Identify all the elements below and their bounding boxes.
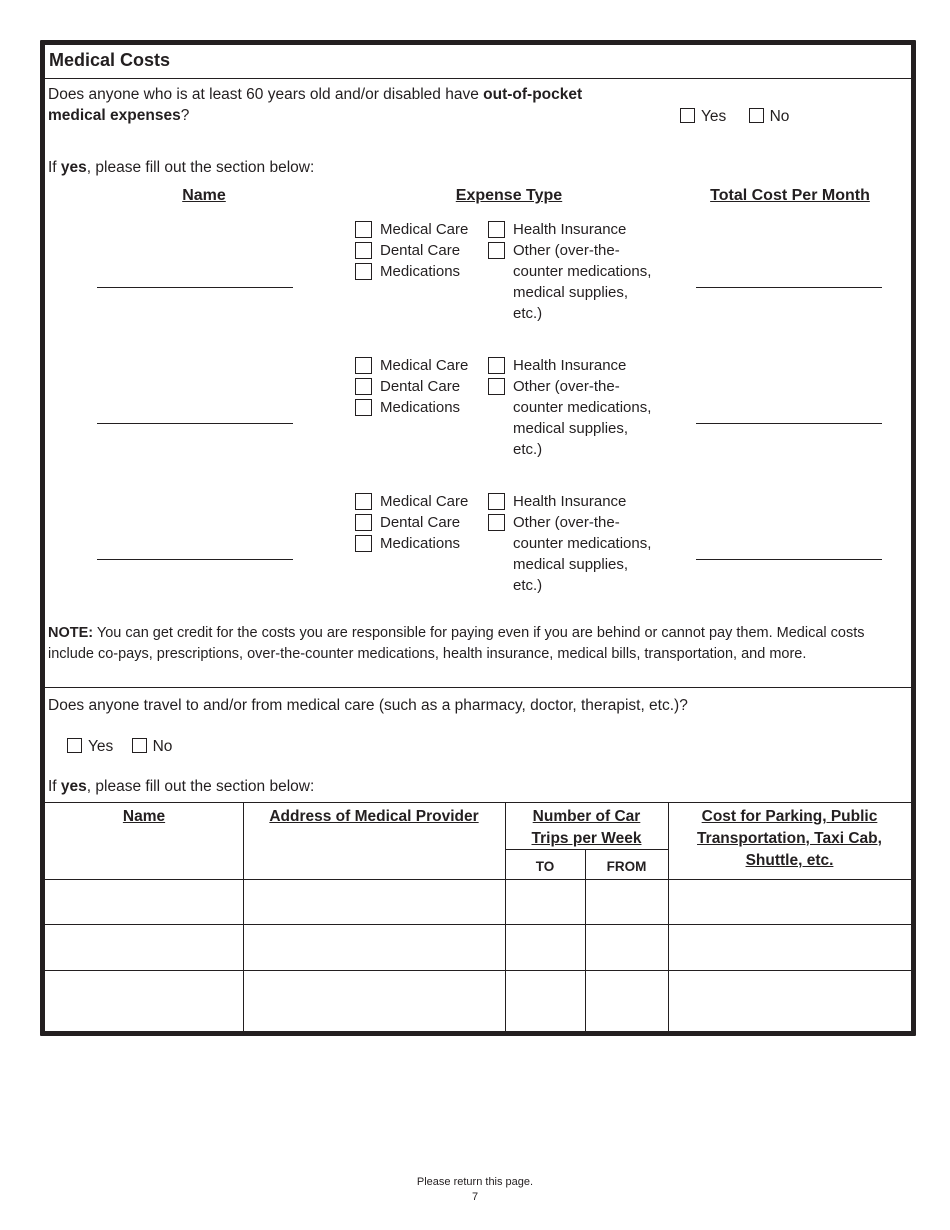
total-cost-line[interactable]	[696, 287, 882, 288]
header-total-cost: Total Cost Per Month	[710, 187, 870, 204]
health-insurance-label: Health Insurance	[513, 221, 627, 238]
medical-care-label: Medical Care	[380, 493, 469, 510]
other-label-2: counter medications,	[513, 399, 652, 416]
th-to: TO	[535, 859, 555, 874]
other-label-1: Other (over-the-	[513, 378, 620, 395]
other-label-4: etc.)	[513, 305, 543, 322]
medical-care-checkbox[interactable]	[355, 357, 372, 374]
dental-care-label: Dental Care	[380, 514, 461, 531]
medical-care-checkbox[interactable]	[355, 493, 372, 510]
medications-checkbox[interactable]	[355, 535, 372, 552]
q1-text: Does anyone who is at least 60 years old and/or disabled have out-of-pocket medical expenses?	[48, 86, 583, 124]
name-line[interactable]	[97, 423, 293, 424]
dental-care-checkbox[interactable]	[355, 378, 372, 395]
table-row[interactable]	[45, 925, 911, 970]
other-label-1: Other (over-the-	[513, 242, 620, 259]
health-insurance-checkbox[interactable]	[488, 357, 505, 374]
section-title: Medical Costs	[49, 50, 171, 70]
q2-no-label: No	[152, 738, 173, 755]
other-label-2: counter medications,	[513, 535, 652, 552]
q1-no-label: No	[769, 108, 790, 125]
total-cost-line[interactable]	[696, 559, 882, 560]
name-line[interactable]	[97, 287, 293, 288]
page-number: 7	[471, 1191, 479, 1203]
other-label-4: etc.)	[513, 577, 543, 594]
medications-checkbox[interactable]	[355, 399, 372, 416]
other-label-3: medical supplies,	[513, 284, 629, 301]
footer-return-text: Please return this page.	[416, 1176, 534, 1188]
table-row[interactable]	[45, 880, 911, 924]
q2-text: Does anyone travel to and/or from medical care (such as a pharmacy, doctor, therapist, etc.)?	[48, 697, 688, 714]
fill-prompt-2: If yes, please fill out the section below:	[48, 778, 315, 795]
fill-prompt-1: If yes, please fill out the section below:	[48, 159, 315, 176]
header-expense-type: Expense Type	[455, 187, 563, 204]
dental-care-label: Dental Care	[380, 378, 461, 395]
dental-care-label: Dental Care	[380, 242, 461, 259]
other-label-1: Other (over-the-	[513, 514, 620, 531]
medications-label: Medications	[380, 399, 461, 416]
table-top-border	[45, 802, 911, 803]
medications-label: Medications	[380, 263, 461, 280]
medications-label: Medications	[380, 535, 461, 552]
medical-care-label: Medical Care	[380, 221, 469, 238]
dental-care-checkbox[interactable]	[355, 514, 372, 531]
health-insurance-label: Health Insurance	[513, 493, 627, 510]
q2-answer	[67, 736, 172, 757]
health-insurance-checkbox[interactable]	[488, 493, 505, 510]
th-name: Name	[122, 808, 166, 825]
th-trips: Number of Car Trips per Week	[531, 808, 642, 847]
medical-care-label: Medical Care	[380, 357, 469, 374]
other-label-3: medical supplies,	[513, 556, 629, 573]
th-address: Address of Medical Provider	[269, 808, 479, 825]
trips-subheader-divider	[505, 849, 668, 850]
q2-no-checkbox[interactable]	[132, 738, 147, 753]
header-name: Name	[182, 187, 226, 204]
other-label-3: medical supplies,	[513, 420, 629, 437]
medical-care-checkbox[interactable]	[355, 221, 372, 238]
table-row[interactable]	[45, 971, 911, 1031]
dental-care-checkbox[interactable]	[355, 242, 372, 259]
total-cost-line[interactable]	[696, 423, 882, 424]
medications-checkbox[interactable]	[355, 263, 372, 280]
q1-no-checkbox[interactable]	[749, 108, 764, 123]
q2-yes-checkbox[interactable]	[67, 738, 82, 753]
q1-yes-label: Yes	[701, 108, 727, 125]
other-label-2: counter medications,	[513, 263, 652, 280]
q1-answer	[680, 106, 789, 127]
other-checkbox[interactable]	[488, 378, 505, 395]
note-text: NOTE: You can get credit for the costs you are responsible for paying even if you are behind or cannot pay them. Medical costs include co-pays, prescriptions, over-the-counter medications, health insurance, medical bills, transportation, and more.	[48, 625, 865, 662]
other-checkbox[interactable]	[488, 242, 505, 259]
divider	[45, 687, 911, 688]
th-cost: Cost for Parking, Public Transportation, Taxi Cab, Shuttle, etc.	[697, 808, 882, 869]
medical-costs-section	[40, 40, 916, 1036]
th-from: FROM	[606, 859, 647, 874]
q2-yes-label: Yes	[88, 738, 114, 755]
other-checkbox[interactable]	[488, 514, 505, 531]
q1-yes-checkbox[interactable]	[680, 108, 695, 123]
health-insurance-label: Health Insurance	[513, 357, 627, 374]
section-title-bar	[45, 45, 911, 79]
name-line[interactable]	[97, 559, 293, 560]
health-insurance-checkbox[interactable]	[488, 221, 505, 238]
other-label-4: etc.)	[513, 441, 543, 458]
